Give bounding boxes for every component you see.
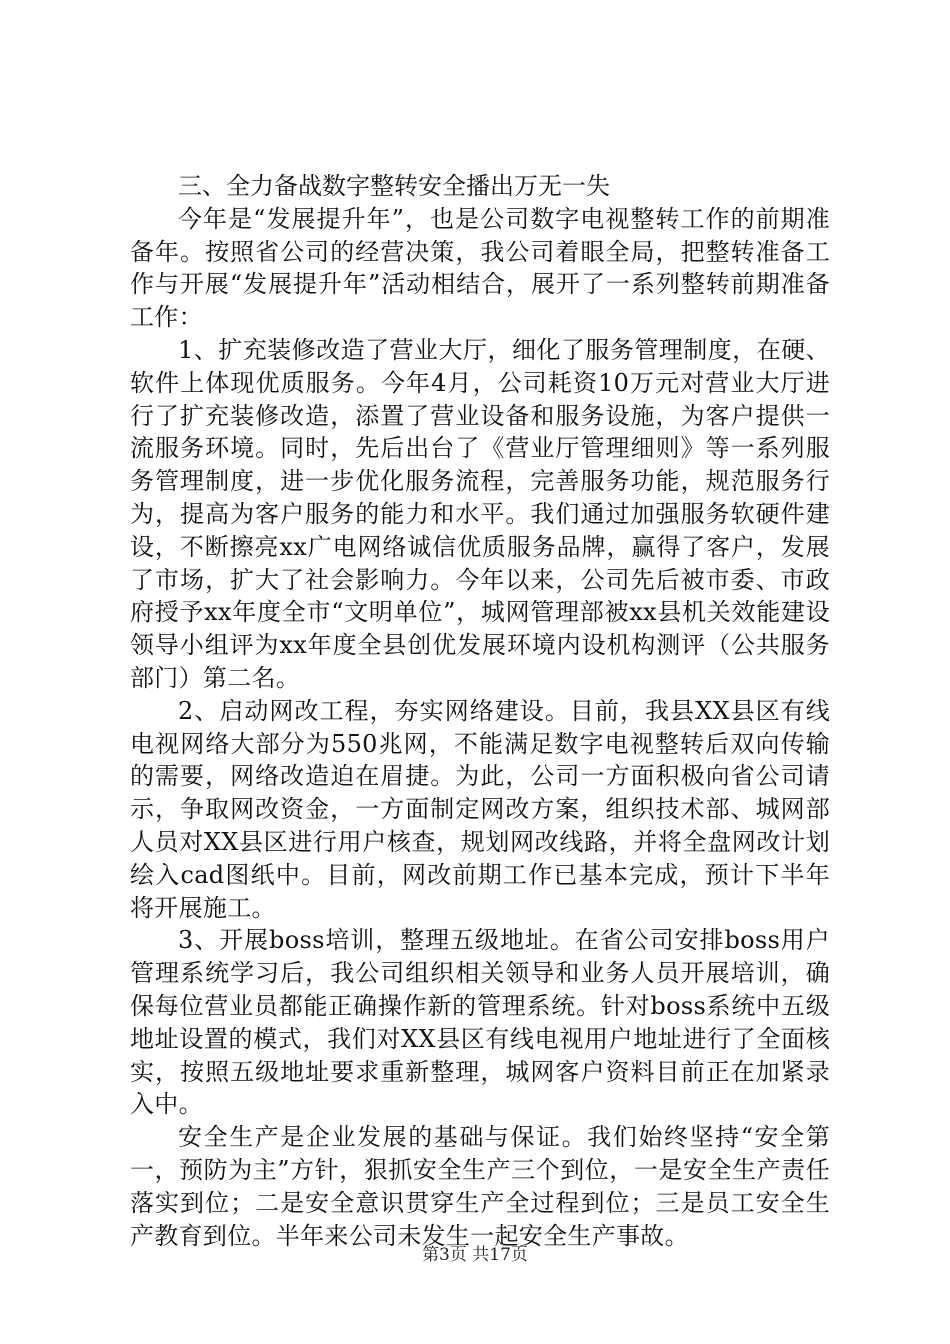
paragraph-intro: 今年是“发展提升年”，也是公司数字电视整转工作的前期准备年。按照省公司的经营决策，我公司着眼全局，把整转准备工作与开展“发展提升年”活动相结合，展开了一系列整转前期准备工作： bbox=[130, 204, 830, 332]
section-heading: 三、全力备战数字整转安全播出万无一失 bbox=[178, 172, 610, 200]
paragraph-item-2: 2、启动网改工程，夯实网络建设。目前，我县XX县区有线电视网络大部分为550兆网，不能满足数字电视整转后双向传输的需要，网络改造迫在眉捷。为此，公司一方面积极向省公司请示，争取网改资金，一方面制定网改方案，组织技术部、城网部人员对XX县区进行用户核查，规划网改线路，并将全盘网改计划绘入cad图纸中。目前，网改前期工作已基本完成，预计下半年将开展施工。 bbox=[130, 696, 830, 922]
paragraph-item-3: 3、开展boss培训，整理五级地址。在省公司安排boss用户管理系统学习后，我公司组织相关领导和业务人员开展培训，确保每位营业员都能正确操作新的管理系统。针对boss系统中五级地址设置的模式，我们对XX县区有线电视用户地址进行了全面核实，按照五级地址要求重新整理，城网客户资料目前正在加紧录入中。 bbox=[130, 926, 830, 1119]
paragraph-item-1: 1、扩充装修改造了营业大厅，细化了服务管理制度，在硬、软件上体现优质服务。今年4月，公司耗资10万元对营业大厅进行了扩充装修改造，添置了营业设备和服务设施，为客户提供一流服务环境。同时，先后出台了《营业厅管理细则》等一系列服务管理制度，进一步优化服务流程，完善服务功能，规范服务行为，提高为客户服务的能力和水平。我们通过加强服务软硬件建设，不断擦亮xx广电网络诚信优质服务品牌，赢得了客户，发展了市场，扩大了社会影响力。今年以来，公司先后被市委、市政府授予xx年度全市“文明单位”，城网管理部被xx县机关效能建设领导小组评为xx年度全县创优发展环境内设机构测评（公共服务部门）第二名。 bbox=[130, 335, 830, 692]
paragraph-safety: 安全生产是企业发展的基础与保证。我们始终坚持“安全第一，预防为主”方针，狠抓安全生产三个到位，一是安全生产责任落实到位；二是安全意识贯穿生产全过程到位；三是员工安全生产教育到位。半年来公司未发生一起安全生产事故。 bbox=[130, 1123, 830, 1250]
page-number-footer: 第3页 共17页 bbox=[422, 1245, 528, 1265]
document-body bbox=[130, 170, 830, 1252]
